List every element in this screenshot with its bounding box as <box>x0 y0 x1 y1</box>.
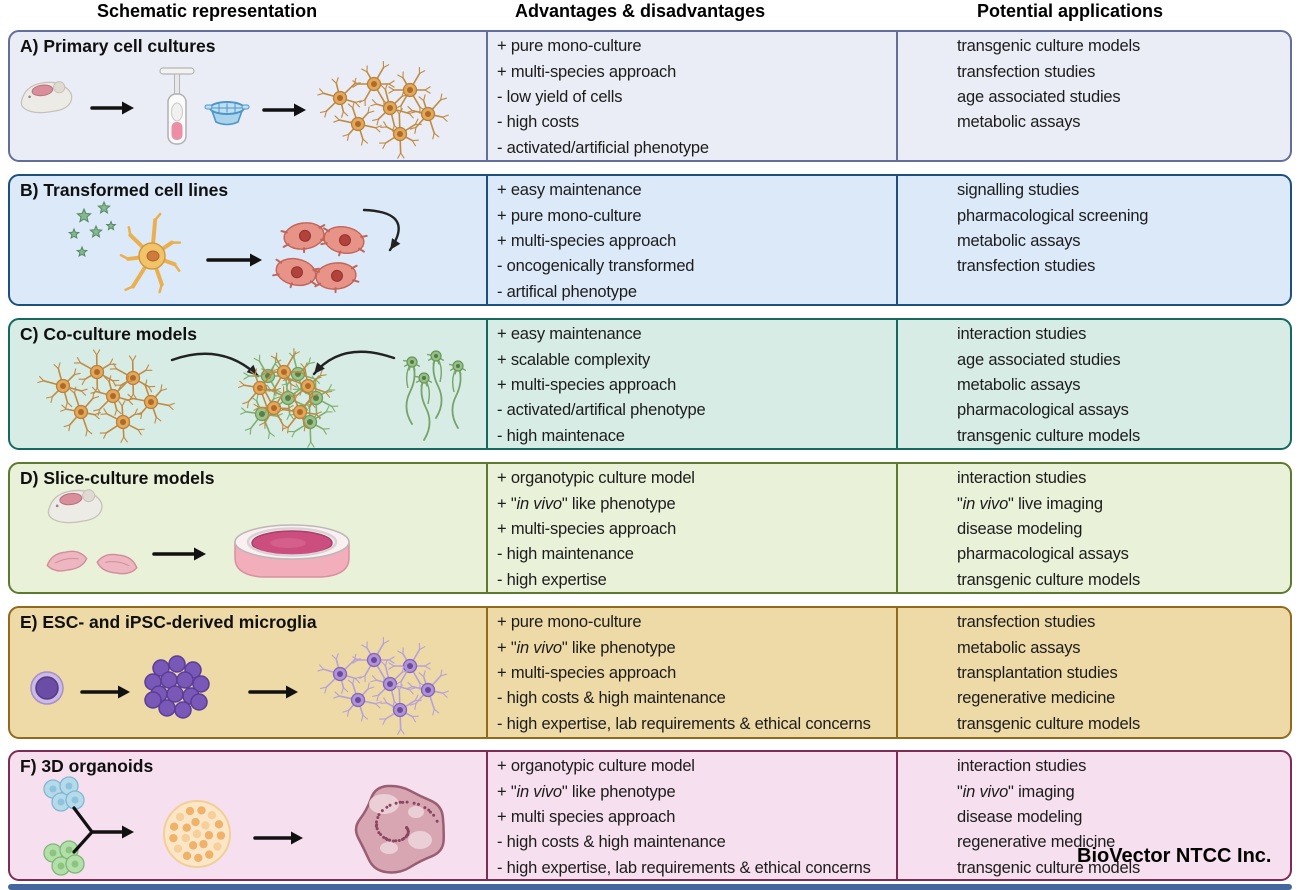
neuron-cluster-icon <box>403 351 466 440</box>
advantage-item: - artifical phenotype <box>497 282 637 301</box>
advantage-item: - high expertise <box>497 570 607 589</box>
column-header-applications: Potential applications <box>977 1 1164 21</box>
advantage-item: + organotypic culture model <box>497 757 695 776</box>
advantage-list <box>497 466 695 593</box>
column-divider <box>486 464 488 592</box>
slice-culture-dish-icon <box>235 525 349 577</box>
arrow-right-icon <box>154 548 206 561</box>
advantage-list <box>497 34 709 161</box>
advantage-item: + pure mono-culture <box>497 613 642 632</box>
model-row-B <box>8 174 1292 306</box>
application-item: disease modeling <box>957 807 1083 826</box>
application-item: metabolic assays <box>957 638 1081 657</box>
advantage-item: - oncogenically transformed <box>497 257 695 276</box>
schematic-coculture <box>12 320 486 447</box>
application-item: transgenic culture models <box>957 570 1141 589</box>
advantage-item: + organotypic culture model <box>497 469 695 488</box>
merge-arrow-icon <box>74 808 134 852</box>
application-item: transgenic culture models <box>957 426 1141 445</box>
application-item: pharmacological screening <box>957 206 1149 225</box>
arrow-right-icon <box>82 686 130 699</box>
application-item: transgenic culture models <box>957 714 1141 733</box>
row-title: D) Slice-culture models <box>20 468 215 488</box>
advantage-item: - high maintenace <box>497 426 625 445</box>
column-divider <box>896 176 898 304</box>
application-item: interaction studies <box>957 325 1087 344</box>
advantage-item: - high costs & high maintenance <box>497 689 726 708</box>
cell-cluster-blue-icon <box>44 777 84 811</box>
column-divider <box>486 752 488 879</box>
cell-colony-icon <box>145 656 209 718</box>
advantage-item: - high expertise, lab requirements & ethical concerns <box>497 714 871 733</box>
advantage-item: - high costs <box>497 113 579 132</box>
advantage-list <box>497 610 871 737</box>
row-title: C) Co-culture models <box>20 324 197 344</box>
advantage-item: - high expertise, lab requirements & ethical concerns <box>497 858 871 877</box>
arrow-right-icon <box>208 254 262 267</box>
column-divider <box>896 608 898 737</box>
stem-cell-icon <box>31 672 63 704</box>
application-item: age associated studies <box>957 350 1121 369</box>
advantage-item: + multi-species approach <box>497 519 677 538</box>
proliferation-arrow-icon <box>364 210 400 253</box>
spheroid-icon <box>164 801 230 867</box>
application-item: regenerative medicine <box>957 833 1116 852</box>
arrow-right-icon <box>264 104 306 117</box>
application-item: disease modeling <box>957 519 1083 538</box>
application-list <box>957 178 1148 280</box>
column-divider <box>896 464 898 592</box>
application-item: regenerative medicine <box>957 689 1116 708</box>
arrow-right-icon <box>255 832 303 845</box>
advantage-list <box>497 178 694 305</box>
application-item: metabolic assays <box>957 231 1081 250</box>
application-item: transplantation studies <box>957 663 1118 682</box>
application-list <box>957 34 1140 136</box>
application-item: interaction studies <box>957 757 1087 776</box>
arrow-right-icon <box>250 686 298 699</box>
advantage-item: + multi-species approach <box>497 62 677 81</box>
column-divider <box>486 608 488 737</box>
advantage-item: + easy maintenance <box>497 325 642 344</box>
advantage-item: - activated/artifical phenotype <box>497 401 706 420</box>
virus-particles-icon <box>69 202 115 256</box>
model-row-A <box>8 30 1292 162</box>
advantage-item: - high maintenance <box>497 545 634 564</box>
advantage-item: + multi-species approach <box>497 375 677 394</box>
advantage-item: + scalable complexity <box>497 350 651 369</box>
column-header-advantages: Advantages & disadvantages <box>515 1 766 21</box>
advantage-item: + " in vivo " like phenotype <box>497 494 676 513</box>
schematic-transformed <box>12 176 486 303</box>
application-list <box>957 322 1140 449</box>
cell-strainer-icon <box>205 102 249 125</box>
mouse-head-icon <box>21 82 71 113</box>
advantage-list <box>497 322 705 449</box>
advantage-item: + multi species approach <box>497 807 676 826</box>
column-divider <box>486 176 488 304</box>
schematic-ipsc <box>12 608 486 736</box>
application-item: metabolic assays <box>957 375 1081 394</box>
column-divider <box>896 320 898 448</box>
application-item: transgenic culture models <box>957 37 1141 56</box>
brain-organoid-icon <box>356 786 444 872</box>
advantage-item: - low yield of cells <box>497 87 623 106</box>
application-item: transfection studies <box>957 257 1096 276</box>
advantage-item: + pure mono-culture <box>497 206 642 225</box>
microglia-network-icon <box>318 62 448 159</box>
application-item: transgenic culture models <box>957 858 1141 877</box>
application-list <box>957 610 1140 737</box>
advantage-item: + pure mono-culture <box>497 37 642 56</box>
advantage-item: - high costs & high maintenance <box>497 833 726 852</box>
application-item: transfection studies <box>957 613 1096 632</box>
schematic-primary <box>12 32 486 159</box>
advantage-item: + easy maintenance <box>497 181 642 200</box>
application-item: " in vivo " live imaging <box>957 494 1103 513</box>
microglia-cell-icon <box>121 214 180 292</box>
application-item: transfection studies <box>957 62 1096 81</box>
application-item: pharmacological assays <box>957 401 1129 420</box>
advantage-list <box>497 754 871 881</box>
microglia-network-icon <box>318 638 448 735</box>
arrow-right-icon <box>92 102 134 115</box>
application-item: age associated studies <box>957 87 1121 106</box>
microglia-network-icon <box>38 350 174 442</box>
tissue-homogenizer-icon <box>160 68 194 144</box>
transformed-cell-cluster-icon <box>272 220 368 294</box>
model-row-E <box>8 606 1292 739</box>
advantage-item: + " in vivo " like phenotype <box>497 638 676 657</box>
column-divider <box>486 320 488 448</box>
schematic-organoid3d <box>12 752 486 878</box>
application-item: " in vivo " imaging <box>957 782 1075 801</box>
advantage-item: + multi-species approach <box>497 231 677 250</box>
row-title: E) ESC- and iPSC-derived microglia <box>20 612 317 632</box>
application-item: interaction studies <box>957 469 1087 488</box>
advantage-item: - activated/artificial phenotype <box>497 138 709 157</box>
schematic-slice <box>12 464 486 591</box>
advantage-item: + multi-species approach <box>497 663 677 682</box>
brain-slices-icon <box>46 549 139 576</box>
row-title: B) Transformed cell lines <box>20 180 229 200</box>
column-divider <box>486 32 488 160</box>
column-divider <box>896 752 898 879</box>
next-row-partial-strip <box>8 884 1292 890</box>
application-item: signalling studies <box>957 181 1080 200</box>
row-title: F) 3D organoids <box>20 756 154 776</box>
row-title: A) Primary cell cultures <box>20 36 216 56</box>
model-row-D <box>8 462 1292 594</box>
column-header-schematic: Schematic representation <box>97 1 318 21</box>
curved-arrow-icon <box>310 352 394 377</box>
watermark: BioVector NTCC Inc. <box>1077 845 1272 867</box>
column-divider <box>896 32 898 160</box>
mouse-head-icon <box>48 490 102 523</box>
advantage-item: + " in vivo " like phenotype <box>497 782 676 801</box>
application-item: metabolic assays <box>957 113 1081 132</box>
application-list <box>957 466 1140 593</box>
model-row-C <box>8 318 1292 450</box>
application-item: pharmacological assays <box>957 545 1129 564</box>
